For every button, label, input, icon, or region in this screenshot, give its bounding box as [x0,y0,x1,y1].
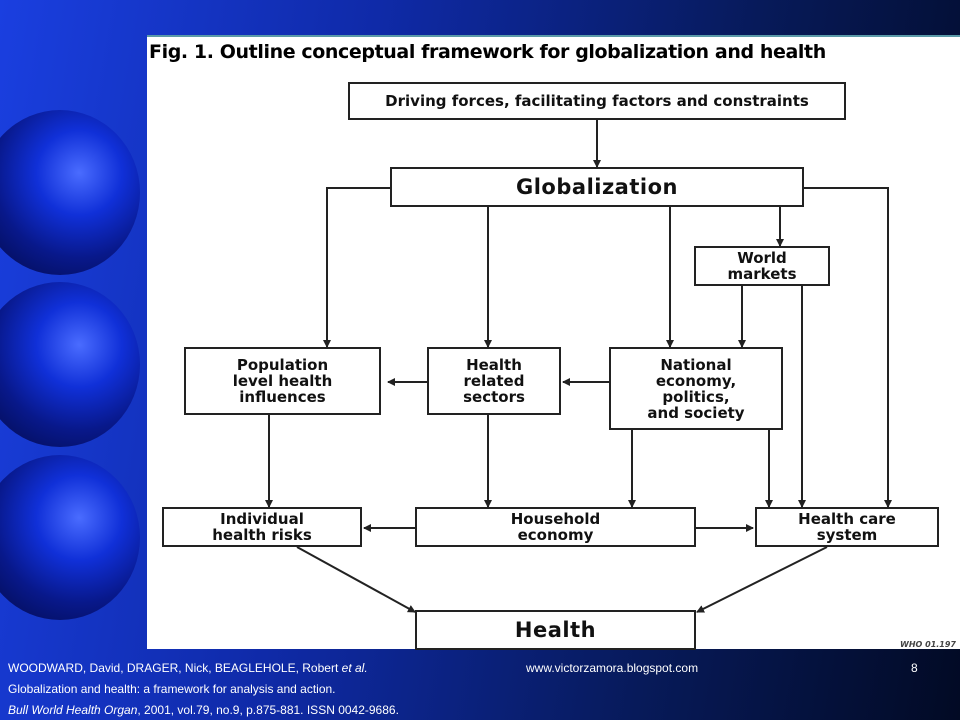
footer-url: www.victorzamora.blogspot.com [526,661,699,675]
framework-figure [147,35,960,649]
citation-authors: WOODWARD, David, DRAGER, Nick, BEAGLEHOLE, Robert [8,661,339,675]
node-individual-health-risks: Individual health risks [162,507,362,547]
node-national-economy: National economy, politics, and society [609,347,783,430]
node-health-care-system: Health care system [755,507,939,547]
arrow-globalization-to-population [327,188,390,347]
decorative-orb-top [0,110,140,275]
decorative-orb-bottom [0,455,140,620]
node-household-economy: Household economy [415,507,696,547]
citation-journal: Bull World Health Organ [8,703,138,717]
arrow-globalization-to-health-care [804,188,888,507]
citation-etal: et al. [341,661,368,675]
figure-credit: WHO 01.197 [900,640,956,649]
node-health: Health [415,610,696,650]
page-number: 8 [911,661,918,675]
node-globalization: Globalization [390,167,804,207]
citation-journal-line [8,703,399,717]
arrow-health-care-to-health [697,547,827,612]
node-health-related-sectors: Health related sectors [427,347,561,415]
citation-title: Globalization and health: a framework for analysis and action. [8,682,336,696]
citation-authors-line [8,661,368,675]
node-world-markets: World markets [694,246,830,286]
citation-details: , 2001, vol.79, no.9, p.875-881. ISSN 0042-9686. [137,703,399,717]
node-driving-forces: Driving forces, facilitating factors and constraints [348,82,846,120]
connector-arrows [147,37,960,649]
figure-title: Fig. 1. Outline conceptual framework for globalization and health [149,41,826,63]
node-population-influences: Population level health influences [184,347,381,415]
arrow-individual-risks-to-health [297,547,415,612]
decorative-orb-middle [0,282,140,447]
